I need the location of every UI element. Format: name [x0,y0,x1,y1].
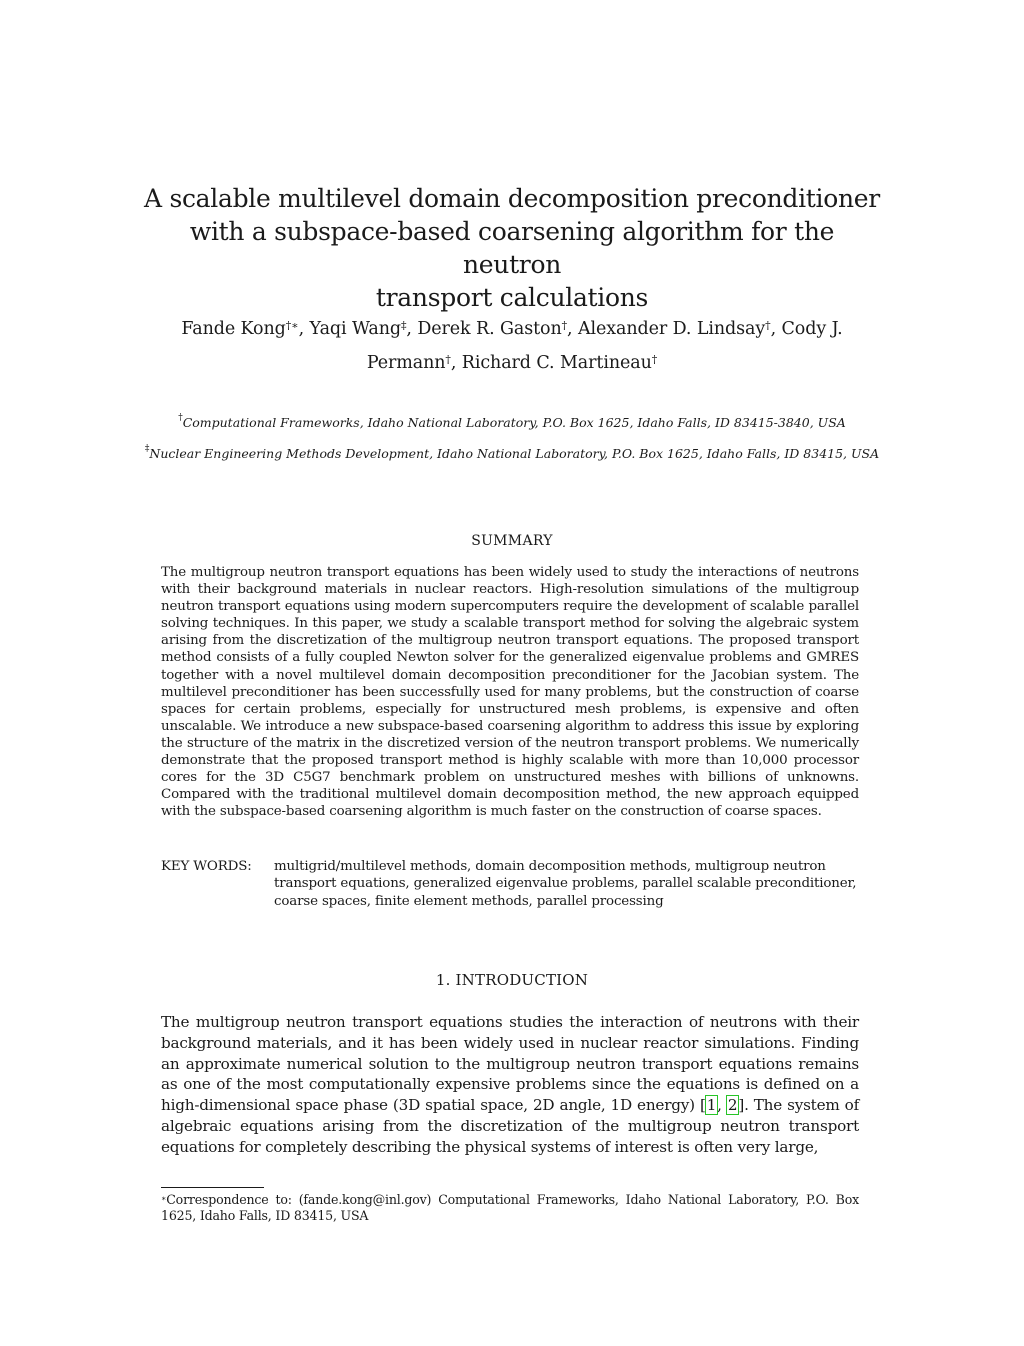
author-mark: †∗ [285,319,299,332]
paper-title [140,182,884,314]
affiliation-2 [120,446,904,461]
author-list [150,312,874,380]
section-heading-introduction: 1. INTRODUCTION [435,971,589,989]
summary-heading: SUMMARY [471,533,553,549]
introduction-paragraph [161,1012,859,1158]
author-mark: † [765,319,771,332]
affiliation-text: Computational Frameworks, Idaho National Laboratory, P.O. Box 1625, Idaho Falls, ID 83415-3840, USA [182,415,846,430]
author-mark: † [651,353,658,366]
title-line-3: transport calculations [375,283,649,312]
citation-bracket: ] [738,1096,745,1115]
affiliation-mark: † [178,413,183,423]
abstract-text: The multigroup neutron transport equations has been widely used to study the interactions of neutrons with their background materials in nuclear reactors. High-resolution simulations of the multigroup neutron transport equations using modern supercomputers require the development of scalable parallel solving techniques. In this paper, we study a scalable transport method for solving the algebraic system arising from the discretization of the multigroup neutron transport equations. The proposed transport method consists of a fully coupled Newton solver for the generalized eigenvalue problems and GMRES together with a novel multilevel domain decomposition preconditioner for the Jacobian system. The multilevel preconditioner has been successfully used for many problems, but the construction of coarse spaces for certain problems, especially for unstructured mesh problems, is expensive and often unscalable. We introduce a new subspace-based coarsening algorithm to address this issue by exploring the structure of the matrix in the discretized version of the neutron transport problems. We numerically demonstrate that the proposed transport method is highly scalable with more than 10,000 processor cores for the 3D C5G7 benchmark problem on unstructured meshes with billions of unknowns. Compared with the traditional multilevel domain decomposition method, the new approach equipped with the subspace-based coarsening algorithm is much faster on the construction of coarse spaces. [161,565,859,820]
affiliation-text: Nuclear Engineering Methods Development, Idaho National Laboratory, P.O. Box 1625, Idaho Falls, ID 83415, USA [149,446,880,461]
author-name: Fande Kong [181,319,286,339]
footnote-divider [161,1187,264,1188]
citation-bracket: [ [699,1096,706,1115]
intro-text-after: . The system of algebraic equations arising from the discretization of the multigroup neutron transport equations for completely describing the physical systems of interest is often very large, [161,1096,859,1156]
citation-link-1[interactable]: 1 [706,1096,717,1115]
author-name: Yaqi Wang [309,319,401,339]
affiliation-mark: ‡ [144,444,150,454]
author-name: Derek R. Gaston [417,319,562,339]
footnote-text: Correspondence to: (fande.kong@inl.gov) Computational Frameworks, Idaho National Laboratory, P.O. Box 1625, Idaho Falls, ID 83415, USA [161,1192,859,1223]
footnote-mark: ∗ [161,1194,167,1203]
title-line-1: A scalable multilevel domain decomposition preconditioner [144,184,880,213]
keywords-label: KEY WORDS: [161,859,252,874]
keywords [161,858,859,910]
author-mark: ‡ [400,319,407,332]
author-name: Cody J. Permann [366,319,843,373]
citation-separator: , [717,1096,727,1115]
footnote [161,1192,859,1224]
title-line-2: with a subspace-based coarsening algorithm for the neutron [189,217,835,279]
author-name: Alexander D. Lindsay [577,319,766,339]
affiliation-1 [120,415,904,430]
citation-link-2[interactable]: 2 [727,1096,738,1115]
author-mark: † [561,319,568,332]
intro-text-before: The multigroup neutron transport equations studies the interaction of neutrons with their background materials, and it has been widely used in nuclear reactor simulations. Finding an approximate numerical solution to the multigroup neutron transport equations remains as one of the most computationally expensive problems since the equations is defined on a high-dimensional space phase (3D spatial space, 2D angle, 1D energy) [161,1013,859,1115]
author-mark: † [445,353,451,366]
keywords-text: multigrid/multilevel methods, domain decomposition methods, multigroup neutron transport equations, generalized eigenvalue problems, parallel scalable preconditioner, coarse spaces, finite element methods, parallel processing [274,859,857,909]
author-line-1: Fande Kong†∗, Yaqi Wang‡, Derek R. Gaston†, Alexander D. Lindsay†, Cody J. Permann†, Richard C. Martineau† [181,319,843,373]
author-name: Richard C. Martineau [461,353,652,373]
